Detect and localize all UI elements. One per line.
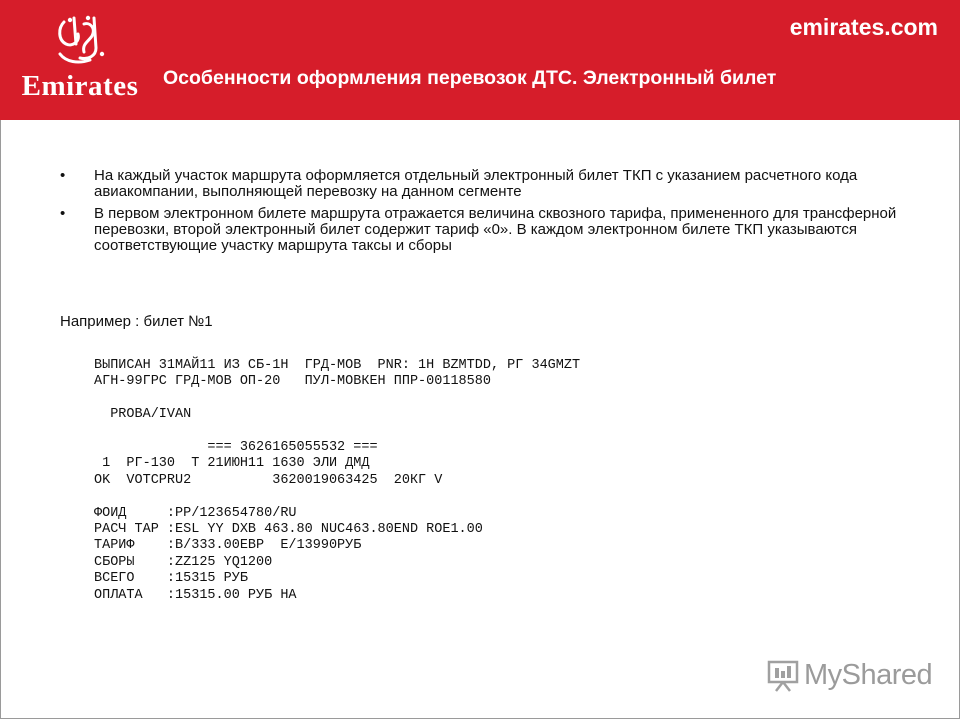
ticket-line: ОПЛАТА :15315.00 РУБ НА (94, 587, 297, 603)
ticket-line: ТАРИФ :B/333.00ЕВР Е/13990РУБ (94, 538, 362, 554)
ticket-line: СБОРЫ :ZZ125 YQ1200 (94, 554, 273, 570)
watermark-text: MyShared (804, 659, 933, 691)
ticket-line: OK VOTCPRU2 3620019063425 20КГ V (94, 472, 443, 488)
example-label: Например : билет №1 (60, 313, 213, 330)
presentation-icon (766, 660, 800, 692)
bullet-text: На каждый участок маршрута оформляется отдельный электронный билет ТКП с указанием расчетного кода авиакомпании, выполняющей перевозку на данном сегменте (94, 167, 858, 200)
watermark (766, 658, 936, 694)
ticket-line: ФОИД :PP/123654780/RU (94, 505, 297, 521)
bullet-item (60, 206, 910, 254)
ticket-line: ВСЕГО :15315 РУБ (94, 571, 248, 587)
calligraphy-emblem-icon (50, 14, 110, 70)
bullet-text: В первом электронном билете маршрута отражается величина сквозного тарифа, примененного для трансферной перевозки, второй электронный билет содержит тариф «0». В каждом электронном билете ТКП указываются соответствующие участку маршрута таксы и сборы (94, 205, 897, 254)
header-bar (0, 0, 960, 120)
bullet-marker: • (60, 167, 66, 184)
bullet-marker: • (60, 205, 66, 222)
logo-wordmark: Emirates (21, 70, 139, 102)
ticket-printout (94, 358, 580, 604)
ticket-line: АГН-99ГРС ГРД-МОВ ОП-20 ПУЛ-МОВКЕН ППР-00118580 (94, 374, 491, 390)
ticket-line: === 3626165055532 === (94, 440, 378, 456)
slide-title: Особенности оформления перевозок ДТС. Электронный билет (163, 67, 777, 89)
ticket-line: РАСЧ ТАР :ESL YY DXB 463.80 NUC463.80END ROE1.00 (94, 522, 483, 538)
ticket-line: 1 РГ-130 Т 21ИЮН11 1630 ЭЛИ ДМД (94, 456, 370, 472)
bullet-item (60, 168, 910, 200)
bullet-list (60, 168, 910, 260)
emirates-logo[interactable] (18, 14, 142, 104)
ticket-line: ВЫПИСАН 31МАЙ11 ИЗ СБ-1Н ГРД-МОВ PNR: 1H BZMTDD, РГ 34GMZT (94, 358, 581, 373)
ticket-line: PROBA/IVAN (94, 407, 192, 423)
site-name[interactable]: emirates.com (789, 14, 938, 40)
